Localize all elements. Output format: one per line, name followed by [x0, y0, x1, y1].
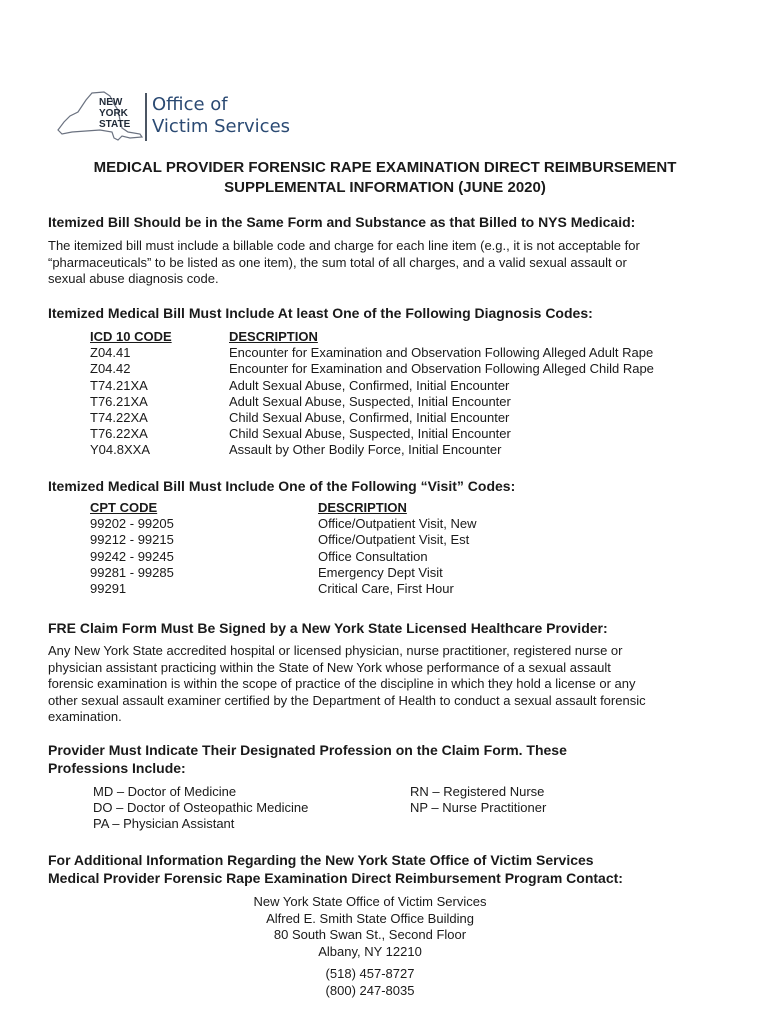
description-cell: Assault by Other Bodily Force, Initial Encounter [229, 442, 502, 458]
address-line-4: Albany, NY 12210 [318, 943, 422, 959]
profession-list-left [93, 784, 308, 833]
phone-number: (518) 457-8727 [325, 966, 415, 981]
description-header: DESCRIPTION [229, 329, 318, 344]
itemized-line-3: sexual abuse diagnosis code. [48, 271, 219, 286]
code-cell: T74.22XA [90, 410, 148, 426]
code-cell: Z04.42 [90, 361, 131, 377]
description-cell: Child Sexual Abuse, Confirmed, Initial Encounter [229, 410, 510, 426]
list-item: MD – Doctor of Medicine [93, 784, 237, 799]
code-cell: T76.22XA [90, 426, 148, 442]
code-cell: Z04.41 [90, 345, 131, 361]
contact-address [110, 894, 630, 960]
table-row [90, 394, 654, 410]
description-cell: Adult Sexual Abuse, Confirmed, Initial Encounter [229, 377, 510, 393]
visit-codes-heading: Itemized Medical Bill Must Include One of the Following “Visit” Codes: [48, 478, 516, 494]
code-cell: Y04.8XXA [90, 442, 150, 458]
itemized-line-2: “pharmaceuticals” to be listed as one item), the sum total of all charges, and a valid sexual assault or [48, 254, 627, 270]
office-wordmark [152, 94, 290, 138]
nys-wordmark [99, 97, 130, 130]
table-header-row [90, 329, 654, 345]
table-header-row [90, 500, 476, 516]
list-item: NP – Nurse Practitioner [410, 800, 547, 816]
fre-line-4: other sexual assault examiner certified by the Department of Health to conduct a sexual assault forensic [48, 692, 646, 708]
itemized-bill-text [48, 238, 698, 288]
table-row [90, 345, 654, 361]
title-line-1: MEDICAL PROVIDER FORENSIC RAPE EXAMINATION DIRECT REIMBURSEMENT [93, 159, 677, 176]
office-line-2: Victim Services [152, 116, 291, 137]
contact-heading [48, 851, 623, 887]
table-row [90, 581, 476, 597]
fre-claim-text [48, 643, 694, 726]
fre-line-5: examination. [48, 709, 122, 724]
fre-line-3: forensic examination is within the scope of practice of the discipline in which they hold a license or any [48, 676, 636, 691]
table-row [90, 565, 476, 581]
table-row [90, 516, 476, 532]
cpt-code-header: CPT CODE [90, 500, 158, 515]
state-line-3: STATE [99, 119, 131, 130]
profession-heading-line-2: Professions Include: [48, 760, 186, 776]
diagnosis-codes-table [90, 329, 654, 459]
code-cell: 99281 - 99285 [90, 564, 174, 580]
fre-line-2: physician assistant practicing within the State of New York whose performance of a sexual assault [48, 659, 611, 675]
itemized-line-1: The itemized bill must include a billable code and charge for each line item (e.g., it is not acceptable for [48, 238, 640, 253]
code-cell: T76.21XA [90, 393, 148, 409]
code-cell: T74.21XA [90, 377, 148, 393]
description-cell: Adult Sexual Abuse, Suspected, Initial Encounter [229, 393, 511, 409]
description-cell: Encounter for Examination and Observation Following Alleged Child Rape [229, 361, 654, 377]
table-row [90, 532, 476, 548]
document-title [40, 158, 730, 198]
code-cell: 99212 - 99215 [90, 532, 174, 548]
diagnosis-codes-heading: Itemized Medical Bill Must Include At least One of the Following Diagnosis Codes: [48, 305, 593, 321]
table-row [90, 410, 654, 426]
table-row [90, 361, 654, 377]
code-cell: 99202 - 99205 [90, 516, 174, 532]
office-line-1: Office of [152, 94, 228, 115]
description-cell: Office Consultation [318, 548, 428, 564]
contact-phones [110, 966, 630, 999]
contact-heading-line-2: Medical Provider Forensic Rape Examination Direct Reimbursement Program Contact: [48, 870, 623, 886]
code-cell: 99242 - 99245 [90, 548, 174, 564]
visit-codes-table [90, 500, 476, 597]
table-row [90, 378, 654, 394]
title-line-2: SUPPLEMENTAL INFORMATION (JUNE 2020) [224, 179, 546, 196]
description-cell: Office/Outpatient Visit, Est [318, 532, 470, 548]
table-row [90, 442, 654, 458]
description-cell: Critical Care, First Hour [318, 581, 454, 597]
list-item: RN – Registered Nurse [410, 784, 545, 799]
profession-heading [48, 741, 567, 777]
address-line-2: Alfred E. Smith State Office Building [266, 910, 474, 926]
fre-line-1: Any New York State accredited hospital or licensed physician, nurse practitioner, registered nurse or [48, 643, 623, 658]
state-line-1: NEW [99, 97, 123, 108]
contact-heading-line-1: For Additional Information Regarding the New York State Office of Victim Services [48, 852, 594, 868]
description-cell: Emergency Dept Visit [318, 564, 443, 580]
list-item: DO – Doctor of Osteopathic Medicine [93, 800, 309, 816]
table-row [90, 549, 476, 565]
logo-divider [145, 93, 147, 141]
phone-number: (800) 247-8035 [325, 982, 415, 998]
description-header: DESCRIPTION [318, 500, 407, 515]
icd-code-header: ICD 10 CODE [90, 329, 172, 344]
nys-ovs-logo [52, 90, 312, 146]
profession-list-right [410, 784, 546, 816]
table-row [90, 426, 654, 442]
itemized-bill-heading: Itemized Bill Should be in the Same Form and Substance as that Billed to NYS Medicaid: [48, 214, 636, 230]
fre-claim-heading: FRE Claim Form Must Be Signed by a New York State Licensed Healthcare Provider: [48, 620, 608, 636]
address-line-1: New York State Office of Victim Services [253, 894, 487, 909]
address-line-3: 80 South Swan St., Second Floor [273, 927, 467, 942]
list-item: PA – Physician Assistant [93, 816, 235, 832]
description-cell: Office/Outpatient Visit, New [318, 516, 477, 532]
description-cell: Child Sexual Abuse, Suspected, Initial Encounter [229, 426, 511, 442]
state-line-2: YORK [99, 108, 128, 119]
code-cell: 99291 [90, 581, 127, 597]
description-cell: Encounter for Examination and Observation Following Alleged Adult Rape [229, 345, 654, 361]
profession-heading-line-1: Provider Must Indicate Their Designated Profession on the Claim Form. These [48, 742, 567, 758]
